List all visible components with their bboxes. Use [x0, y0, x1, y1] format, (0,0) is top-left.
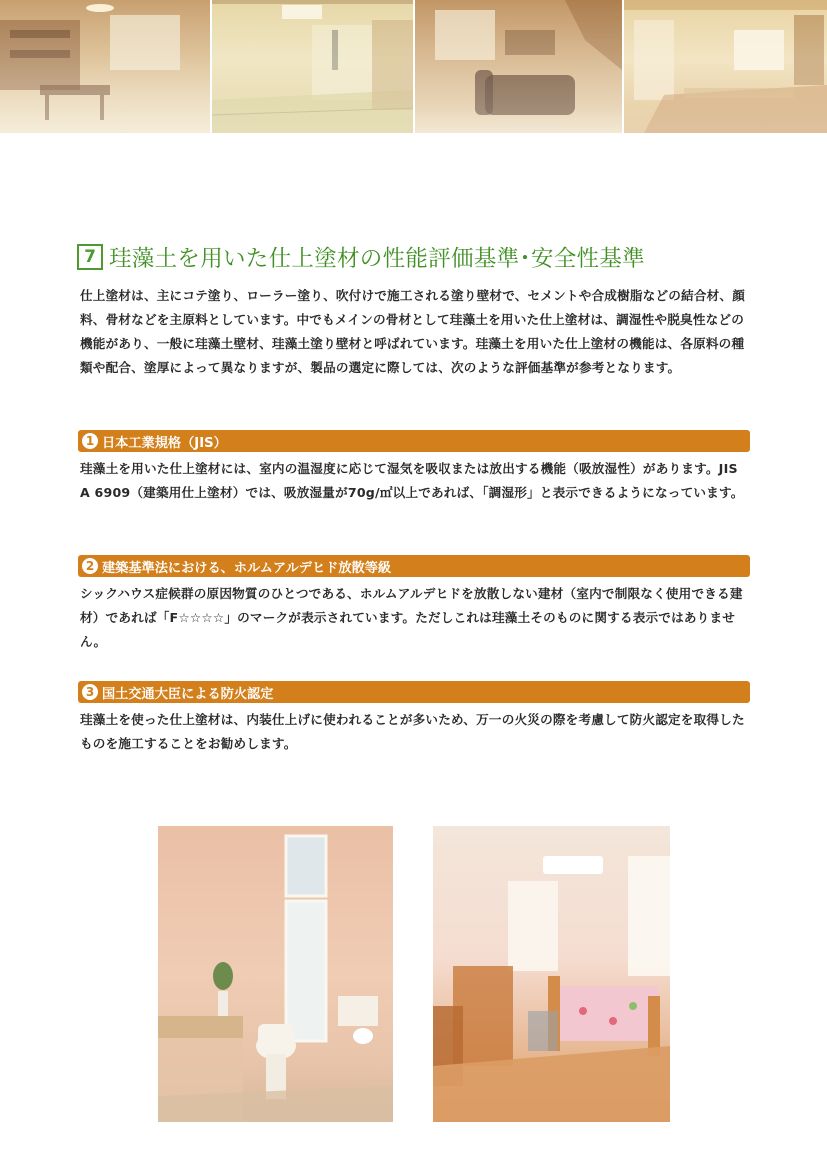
- intro-paragraph: 仕上塗材は、主にコテ塗り、ローラー塗り、吹付けで施工される塗り壁材で、セメントや合成樹脂などの結合材、顔料、骨材などを主原料としています。中でもメインの骨材として珪藻土を用いた仕上塗材は、調湿性や脱臭性などの機能があり、一般に珪藻土壁材、珪藻土塗り壁材と呼ばれています。珪藻土を用いた仕上塗材の機能は、各原料の種類や配合、塗厚によって異なりますが、製品の選定に際しては、次のような評価基準が参考となります。: [80, 288, 746, 375]
- header-photo-strip: [0, 0, 827, 133]
- section-number-badge: 7: [77, 244, 103, 270]
- subsection-1-number: 1: [82, 433, 98, 449]
- subsection-2-header: [78, 555, 750, 577]
- subsection-1-header: [78, 430, 750, 452]
- subsection-1-body: 珪藻土を用いた仕上塗材には、室内の温湿度に応じて湿気を吸収または放出する機能（吸放湿性）があります。JIS A 6909（建築用仕上塗材）では、吸放湿量が70g/㎡以上であれば、「調湿形」と表示できるようになっています。: [80, 461, 744, 500]
- kitchen-dining-photo: [0, 0, 210, 133]
- subsection-3-label: 国土交通大臣による防火認定: [102, 686, 274, 702]
- bedroom-photo: [433, 826, 670, 1122]
- living-room-photo: [415, 0, 622, 133]
- subsection-2-label: 建築基準法における、ホルムアルデヒド放散等級: [102, 560, 392, 576]
- subsection-2-number: 2: [82, 558, 98, 574]
- tatami-room-photo: [212, 0, 413, 133]
- section-heading: [77, 242, 645, 272]
- subsection-3-body: 珪藻土を使った仕上塗材は、内装仕上げに使われることが多いため、万一の火災の際を考慮して防火認定を取得したものを施工することをお勧めします。: [80, 712, 745, 751]
- subsection-1-label: 日本工業規格（JIS）: [102, 435, 227, 451]
- section-title: 珪藻土を用いた仕上塗材の性能評価基準･安全性基準: [109, 246, 645, 272]
- bedroom-wood-floor-photo: [624, 0, 827, 133]
- subsection-3-header: [78, 681, 750, 703]
- subsection-3-number: 3: [82, 684, 98, 700]
- toilet-room-photo: [158, 826, 393, 1122]
- subsection-2-body: シックハウス症候群の原因物質のひとつである、ホルムアルデヒドを放散しない建材（室内で制限なく使用できる建材）であれば「F☆☆☆☆」のマークが表示されています。ただしこれは珪藻土そのものに関する表示ではありません。: [80, 586, 743, 649]
